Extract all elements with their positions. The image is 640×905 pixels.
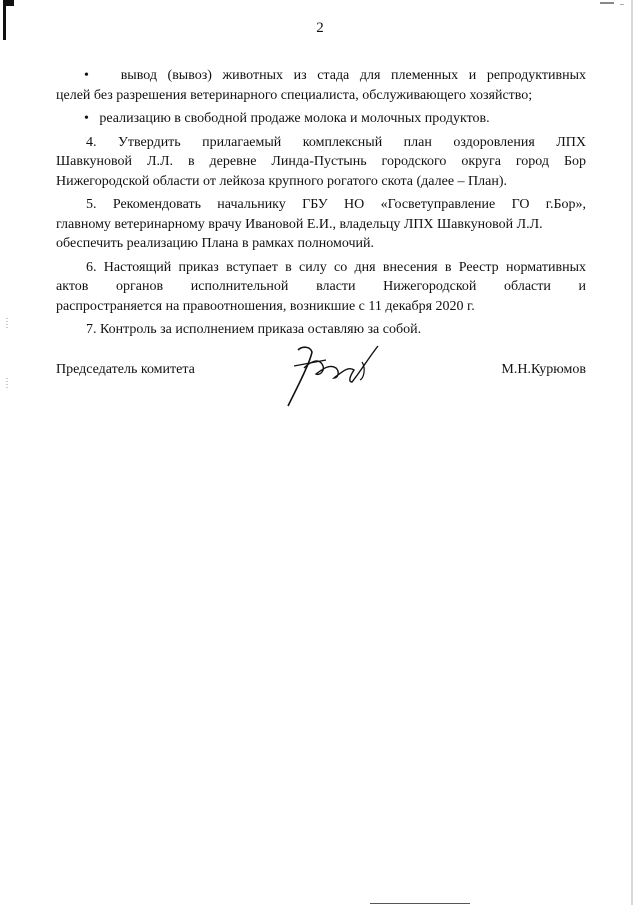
item-line: 6. Настоящий приказ вступает в силу со дня внесения в Реестр нормативных (86, 259, 586, 275)
list-item (56, 195, 586, 254)
bullet-item (56, 109, 586, 129)
bullet-line: реализацию в свободной продаже молока и молочных продуктов. (99, 111, 490, 126)
item-line: 4. Утвердить прилагаемый комплексный план оздоровления ЛПХ (86, 134, 586, 150)
list-item (56, 258, 586, 317)
item-line: главному ветеринарному врачу Ивановой Е.И., владельцу ЛПХ Шавкуновой Л.Л. (56, 216, 543, 232)
list-item (56, 133, 586, 192)
bullet-line: целей без разрешения ветеринарного специалиста, обслуживающего хозяйство; (56, 87, 533, 103)
item-line: актов органов исполнительной власти Нижегородской области и (56, 279, 586, 294)
bullet-mark: • (84, 68, 89, 83)
document-body (56, 66, 586, 340)
signer-name: М.Н.Курюмов (501, 362, 586, 377)
position-title: Председатель комитета (56, 362, 195, 377)
item-line: Нижегородской области от лейкоза крупного рогатого скота (далее – План). (56, 173, 508, 189)
bullet-mark: • (84, 111, 89, 126)
handwritten-signature (280, 342, 390, 412)
item-line: 5. Рекомендовать начальнику ГБУ НО «Госветуправление ГО г.Бор», (86, 197, 586, 212)
item-line: обеспечить реализацию Плана в рамках полномочий. (56, 236, 375, 251)
item-line: Шавкуновой Л.Л. в деревне Линда-Пустынь городского округа город Бор (56, 154, 586, 169)
page-number: 2 (316, 20, 324, 36)
bullet-line: вывод (вывоз) животных из стада для племенных и репродуктивных (120, 68, 586, 83)
scan-margin-dots (4, 318, 10, 398)
bullet-item (56, 66, 586, 105)
list-item (56, 320, 586, 340)
item-line: распространяется на правоотношения, возникшие с 11 декабря 2020 г. (56, 298, 475, 314)
item-line: 7. Контроль за исполнением приказа оставляю за собой. (86, 322, 422, 337)
